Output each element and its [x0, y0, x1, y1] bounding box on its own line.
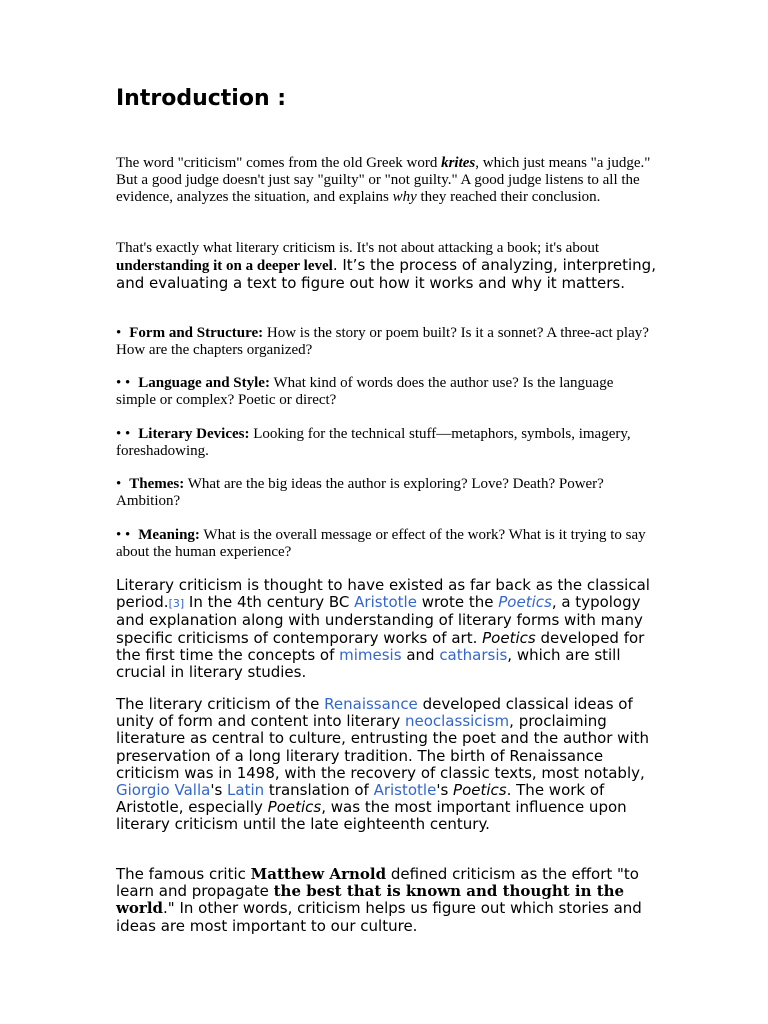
poetics-title: Poetics	[453, 781, 507, 800]
list-item-text: Looking for the technical stuff—metaphors, symbols, imagery, foreshadowing.	[116, 426, 631, 459]
aristotle-link[interactable]: Aristotle	[373, 781, 437, 800]
list-item	[116, 325, 656, 359]
text-run: wrote the	[416, 593, 499, 612]
list-item-text: What is the overall message or effect of the work? What is it trying to say about the human experience?	[116, 527, 646, 560]
text-run: , which are still crucial in literary studies.	[116, 645, 621, 682]
aristotle-link[interactable]: Aristotle	[354, 593, 417, 612]
list-item-label: Literary Devices:	[138, 426, 250, 442]
poetics-link[interactable]: Poetics	[498, 593, 552, 612]
list-item-text: What are the big ideas the author is exploring? Love? Death? Power? Ambition?	[116, 476, 604, 509]
text-run: ." In other words, criticism helps us figure out which stories and ideas are most important to our culture.	[116, 899, 642, 935]
neoclassicism-link[interactable]: neoclassicism	[404, 712, 510, 731]
list-item-label: Meaning:	[138, 527, 200, 543]
bullet-icon: • •	[116, 426, 131, 442]
text-run: defined criticism as the effort "to learn and propagate	[116, 865, 639, 901]
emphasis-why: why	[392, 188, 417, 205]
bold-phrase: understanding it on a deeper level	[116, 257, 333, 274]
text-run: The literary criticism of the	[116, 695, 325, 713]
text-run: developed classical ideas of unity of form and content into literary	[116, 695, 633, 731]
text-run: developed for the first time the concepts of	[116, 628, 645, 664]
text-run: In the 4th century BC	[184, 593, 355, 612]
list-item	[116, 375, 656, 409]
poetics-title: Poetics	[482, 628, 536, 647]
mimesis-link[interactable]: mimesis	[339, 645, 402, 664]
definition-paragraph	[116, 240, 656, 292]
history-paragraph	[116, 577, 656, 681]
list-item-text: What kind of words does the author use? Is the language simple or complex? Poetic or direct?	[116, 375, 614, 408]
catharsis-link[interactable]: catharsis	[439, 645, 508, 664]
bullet-icon: •	[116, 325, 122, 341]
text-run: That's exactly what literary criticism is. It's not about attacking a book; it's about	[116, 240, 599, 256]
list-item	[116, 426, 656, 460]
text-run: , which just means "a judge." But a good judge doesn't just say "guilty" or "not guilty." A good judge listens to all the evidence, analyzes the situation, and explains	[116, 155, 651, 205]
renaissance-paragraph	[116, 696, 656, 834]
renaissance-link[interactable]: Renaissance	[324, 695, 418, 713]
citation-link[interactable]: [3]	[168, 597, 185, 611]
list-item	[116, 476, 656, 510]
text-run: 's	[210, 781, 228, 800]
arnold-quote: the best that is known and thought in the world	[116, 882, 625, 918]
text-run: they reached their conclusion.	[416, 188, 601, 205]
bullet-icon: •	[116, 476, 122, 492]
giorgio-valla-link[interactable]: Giorgio Valla	[116, 781, 211, 800]
text-run: , proclaiming literature as central to culture, entrusting the poet and the author with preservation of a long literary tradition. The birth of Renaissance criticism was in 1498, with the recovery of classic texts, most notably,	[116, 712, 650, 782]
text-run: , a typology and explanation along with understanding of literary forms with many specific criticisms of contemporary works of art.	[116, 593, 643, 647]
arnold-paragraph	[116, 866, 656, 935]
text-run: 's	[436, 781, 454, 800]
text-run: . It’s the process of analyzing, interpreting, and evaluating a text to figure out how it works and why it matters.	[116, 255, 656, 292]
bullet-icon: • •	[116, 375, 131, 391]
bullet-icon: • •	[116, 527, 131, 543]
arnold-name: Matthew Arnold	[250, 865, 387, 883]
text-run: The famous critic	[116, 865, 251, 883]
text-run: , was the most important influence upon literary criticism until the late eighteenth century.	[116, 798, 627, 834]
list-item-text: How is the story or poem built? Is it a sonnet? A three-act play? How are the chapters organized?	[116, 325, 649, 358]
list-item-label: Themes:	[129, 476, 185, 492]
poetics-title: Poetics	[267, 798, 322, 817]
list-item-label: Form and Structure:	[129, 325, 264, 341]
text-run: . The work of Aristotle, especially	[116, 781, 605, 817]
page-title: Introduction :	[116, 86, 287, 111]
text-run: and	[401, 645, 440, 664]
latin-link[interactable]: Latin	[227, 781, 265, 800]
text-run: Literary criticism is thought to have existed as far back as the classical period.	[116, 576, 650, 612]
text-run: translation of	[264, 781, 374, 800]
list-item	[116, 527, 656, 561]
list-item-label: Language and Style:	[138, 375, 270, 391]
krites-term: krites	[441, 155, 476, 171]
text-run: The word "criticism" comes from the old Greek word	[116, 155, 442, 171]
intro-paragraph	[116, 155, 656, 205]
